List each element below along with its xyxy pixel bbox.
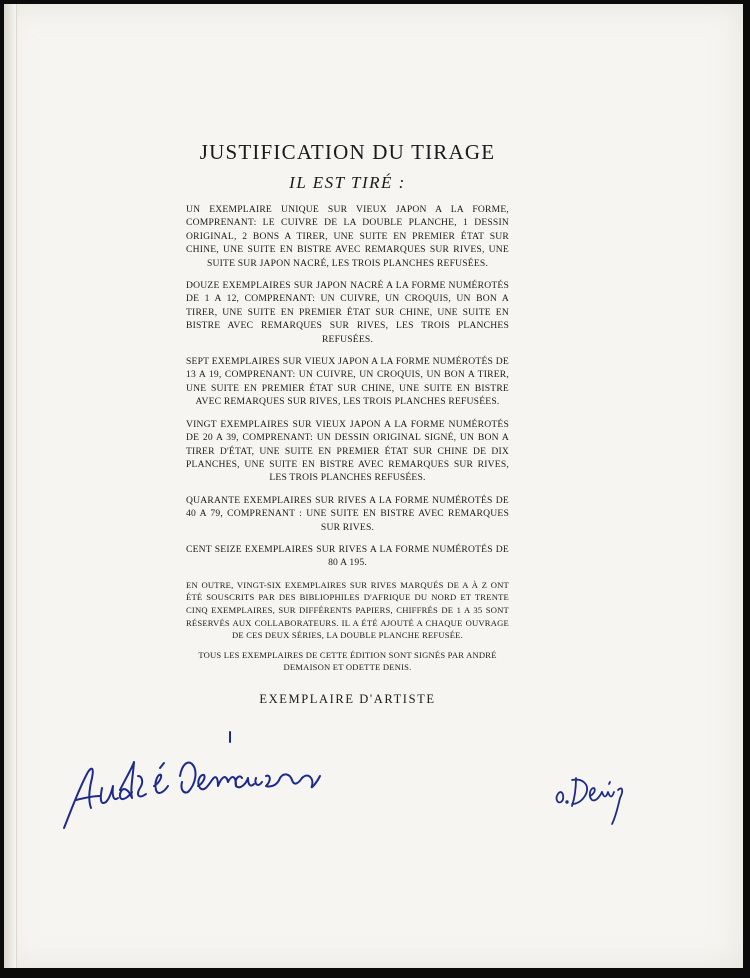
copy-label: EXEMPLAIRE D'ARTISTE bbox=[259, 691, 436, 706]
edition-paragraph: CENT SEIZE EXEMPLAIRES SUR RIVES A LA FORME NUMÉROTÉS DE 80 A 195. bbox=[186, 543, 509, 569]
edition-paragraph: SEPT EXEMPLAIRES SUR VIEUX JAPON A LA FORME NUMÉROTÉS DE 13 A 19, COMPRENANT: UN CUIVRE, UN CROQUIS, UN BON A TIRER, UNE SUITE EN PREMIER ÉTAT SUR CHINE, UNE SUITE EN BISTRE AVEC REMARQUES SUR RIVES, LES TROIS PLANCHES REFUSÉES. bbox=[186, 356, 509, 408]
handwritten-signature-demaison bbox=[58, 728, 333, 838]
colophon bbox=[186, 140, 509, 707]
edition-paragraph: UN EXEMPLAIRE UNIQUE SUR VIEUX JAPON A LA FORME, COMPRENANT: LE CUIVRE DE LA DOUBLE PLANCHE, 1 DESSIN ORIGINAL, 2 BONS A TIRER, UNE SUITE EN PREMIER ÉTAT SUR CHINE, UNE SUITE EN BISTRE AVEC REMARQUES SUR RIVES, UNE SUITE SUR JAPON NACRÉ, LES TROIS PLANCHES REFUSÉES. bbox=[186, 204, 509, 269]
page-title: JUSTIFICATION DU TIRAGE bbox=[199, 140, 496, 164]
handwritten-signature-denis bbox=[552, 768, 637, 828]
page-subtitle: IL EST TIRÉ : bbox=[289, 173, 406, 192]
page-gutter bbox=[4, 4, 17, 968]
edition-paragraph: VINGT EXEMPLAIRES SUR VIEUX JAPON A LA FORME NUMÉROTÉS DE 20 A 39, COMPRENANT: UN DESSIN ORIGINAL SIGNÉ, UN BON A TIRER D'ÉTAT, UNE SUITE EN PREMIER ÉTAT SUR CHINE DE DIX PLANCHES, UNE SUITE EN BISTRE AVEC REMARQUES SUR RIVES, LES TROIS PLANCHES REFUSÉES. bbox=[186, 418, 509, 484]
additional-note: EN OUTRE, VINGT-SIX EXEMPLAIRES SUR RIVES MARQUÉS DE A À Z ONT ÉTÉ SOUSCRITS PAR DES BIBLIOPHILES D'AFRIQUE DU NORD ET TRENTE CINQ EXEMPLAIRES, SUR DIFFÉRENTS PAPIERS, CHIFFRÉS DE 1 A 35 SONT RÉSERVÉS AUX COLLABORATEURS. IL A ÉTÉ AJOUTÉ A CHAQUE OUVRAGE DE CES DEUX SÉRIES, LA DOUBLE PLANCHE REFUSÉE. bbox=[186, 579, 509, 641]
edition-paragraph: QUARANTE EXEMPLAIRES SUR RIVES A LA FORME NUMÉROTÉS DE 40 A 79, COMPRENANT : UNE SUITE EN BISTRE AVEC REMARQUES SUR RIVES. bbox=[186, 494, 509, 533]
signing-note: TOUS LES EXEMPLAIRES DE CETTE ÉDITION SONT SIGNÉS PAR ANDRÉ DEMAISON ET ODETTE DENIS. bbox=[198, 649, 497, 673]
edition-paragraph: DOUZE EXEMPLAIRES SUR JAPON NACRÉ A LA FORME NUMÉROTÉS DE 1 A 12, COMPRENANT: UN CUIVRE, UN CROQUIS, UN BON A TIRER, UNE SUITE EN PREMIER ÉTAT SUR CHINE, UNE SUITE EN BISTRE AVEC REMARQUES SUR RIVES, LES TROIS PLANCHES REFUSÉES. bbox=[186, 280, 509, 345]
